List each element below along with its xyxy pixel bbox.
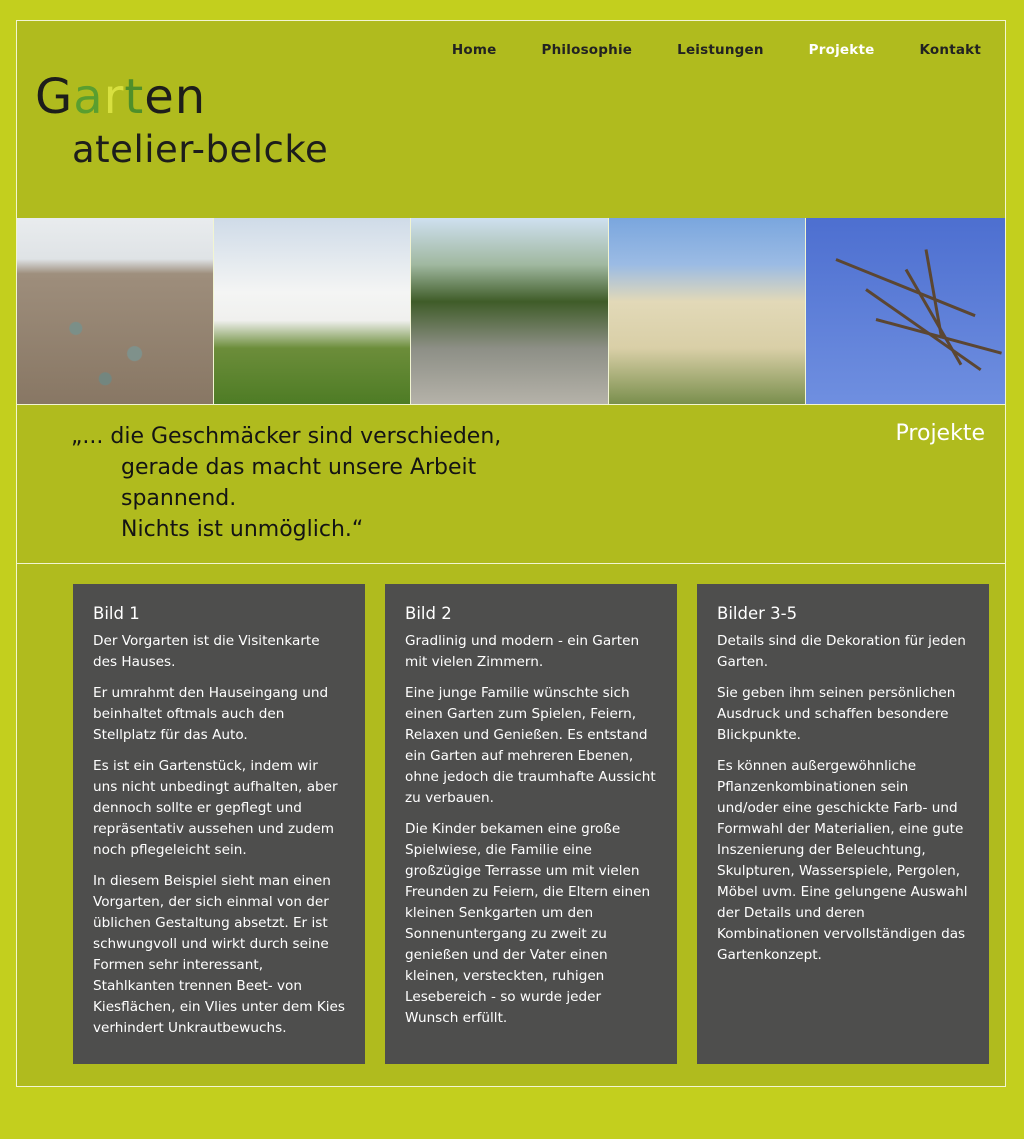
card-paragraph: Eine junge Familie wünschte sich einen Garten zum Spielen, Feiern, Relaxen und Genießen. Es entstand ein Garten auf mehreren Ebenen, ohne jedoch die traumhafte Aussicht zu verbauen. <box>405 685 656 806</box>
card-paragraph: Details sind die Dekoration für jeden Garten. <box>717 633 966 670</box>
logo-letter-r: r <box>103 69 125 125</box>
logo-letter-a: a <box>73 69 104 125</box>
photo-front-garden <box>17 218 214 404</box>
logo-letters-en: en <box>144 69 207 125</box>
nav-kontakt[interactable]: Kontakt <box>919 42 981 58</box>
card-bilder-3-5 <box>697 584 989 1064</box>
photo-pergola-terrace <box>411 218 608 404</box>
logo-garten <box>35 71 206 123</box>
quote-line: gerade das macht unsere Arbeit <box>121 455 477 480</box>
nav-leistungen[interactable]: Leistungen <box>677 42 764 58</box>
card-paragraph: In diesem Beispiel sieht man einen Vorgarten, der sich einmal von der üblichen Gestaltung absetzt. Er ist schwungvoll und wirkt durch seine Formen sehr interessant, Stahlkanten trennen Beet- von Kiesflächen, ein Vlies unter dem Kies verhindert Unkrautbewuchs. <box>93 873 345 1036</box>
logo[interactable] <box>35 69 329 171</box>
card-paragraph: Sie geben ihm seinen persönlichen Ausdruck und schaffen besondere Blickpunkte. <box>717 685 956 743</box>
twig <box>835 258 975 317</box>
quote-line: „... die Geschmäcker sind verschieden, <box>71 424 502 449</box>
quote-line: Nichts ist unmöglich.“ <box>121 517 364 542</box>
quote <box>71 421 591 545</box>
card-paragraph: Gradlinig und modern - ein Garten mit vielen Zimmern. <box>405 633 640 670</box>
photo-olive-tree <box>609 218 806 404</box>
nav-home[interactable]: Home <box>451 42 497 58</box>
logo-letter-g: G <box>35 69 74 125</box>
card-paragraph: Die Kinder bekamen eine große Spielwiese, die Familie eine großzügige Terrasse um mit vielen Freunden zu Feiern, die Eltern einen kleinen Senkgarten um den Sonnenuntergang zu zweit zu genießen und der Vater einen kleinen, versteckten, ruhigen Lesebereich - so wurde jeder Wunsch erfüllt. <box>405 821 651 1026</box>
photo-willow-sculpture <box>806 218 1005 404</box>
photo-house-garden <box>214 218 411 404</box>
card-title: Bild 2 <box>405 604 452 623</box>
quote-line: spannend. <box>121 486 237 511</box>
divider <box>17 563 1005 564</box>
logo-atelier: atelier-belcke <box>72 128 329 171</box>
card-paragraph: Er umrahmt den Hauseingang und beinhaltet oftmals auch den Stellplatz für das Auto. <box>93 685 329 743</box>
page-frame <box>16 20 1006 1087</box>
logo-letter-t: t <box>124 69 145 125</box>
nav-philosophie[interactable]: Philosophie <box>541 42 633 58</box>
card-paragraph: Es ist ein Gartenstück, indem wir uns nicht unbedingt aufhalten, aber dennoch sollte er gepflegt und repräsentativ aussehen und zudem noch pflegeleicht sein. <box>93 758 338 858</box>
card-paragraph: Es können außergewöhnliche Pflanzenkombinationen sein und/oder eine geschickte Farb- und Formwahl der Materialien, eine gute Inszenierung der Beleuchtung, Skulpturen, Wasserspiele, Pergolen, Möbel uvm. Eine gelungene Auswahl der Details und deren Kombinationen vervollständigen das Gartenkonzept. <box>717 758 968 963</box>
main-nav <box>407 42 981 58</box>
section-title: Projekte <box>895 421 985 446</box>
card-bild-1 <box>73 584 365 1064</box>
card-title: Bild 1 <box>93 604 140 623</box>
photo-front-garden-lawn <box>17 278 213 404</box>
nav-projekte[interactable]: Projekte <box>808 42 875 58</box>
photo-strip <box>17 218 1005 405</box>
card-bild-2 <box>385 584 677 1064</box>
card-paragraph: Der Vorgarten ist die Visitenkarte des Hauses. <box>93 633 320 670</box>
card-title: Bilder 3-5 <box>717 604 798 623</box>
header <box>17 21 1005 219</box>
